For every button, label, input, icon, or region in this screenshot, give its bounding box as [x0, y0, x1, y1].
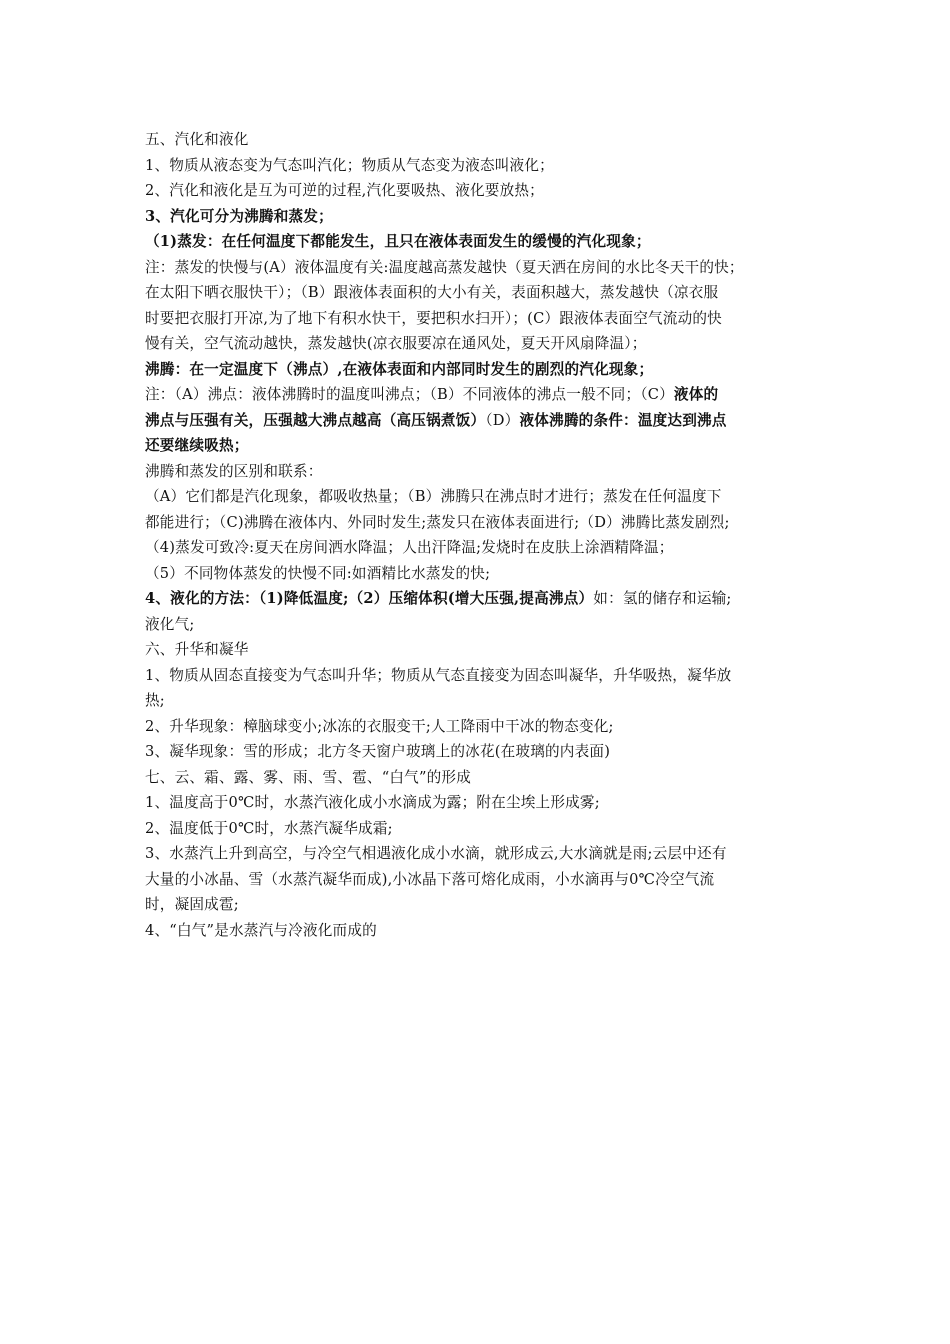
text-run: 2、升华现象：樟脑球变小;冰冻的衣服变干;人工降雨中干冰的物态变化;: [145, 717, 614, 735]
text-run: （1)蒸发：在任何温度下都能发生，且只在液体表面发生的缓慢的汽化现象；: [145, 233, 651, 250]
text-run: 2、温度低于0℃时，水蒸汽凝华成霜;: [145, 819, 393, 837]
text-run: 时要把衣服打开凉,为了地下有积水快干，要把积水扫开）；(C）跟液体表面空气流动的快: [145, 309, 722, 327]
text-run: 如：氢的储存和运输;: [593, 590, 732, 607]
text-run: （4)蒸发可致冷:夏天在房间洒水降温；人出汗降温;发烧时在皮肤上涂酒精降温；: [145, 539, 674, 556]
text-line: [145, 739, 825, 765]
text-line: [145, 153, 825, 179]
text-line: [145, 280, 825, 306]
text-run: 大量的小冰晶、雪（水蒸汽凝华而成),小冰晶下落可熔化成雨，小水滴再与0℃冷空气流: [145, 870, 715, 888]
text-line: [145, 382, 825, 408]
text-run: 沸点与压强有关，压强越大沸点越高（高压锅煮饭）: [145, 411, 486, 429]
text-line: [145, 535, 825, 561]
text-line: [145, 663, 825, 689]
text-line: [145, 510, 825, 536]
text-line: [145, 714, 825, 740]
text-line: [145, 127, 825, 153]
text-run: 2、汽化和液化是互为可逆的过程,汽化要吸热、液化要放热；: [145, 182, 544, 199]
text-run: 六、升华和凝华: [145, 641, 249, 658]
text-line: [145, 357, 825, 383]
text-line: [145, 816, 825, 842]
text-run: 注：蒸发的快慢与(A）液体温度有关:温度越高蒸发越快（夏天洒在房间的水比冬天干的快；: [145, 258, 744, 276]
text-line: [145, 204, 825, 230]
text-line: [145, 561, 825, 587]
text-run: 时，凝固成雹;: [145, 896, 239, 913]
text-run: 注：（A）沸点：液体沸腾时的温度叫沸点；（B）不同液体的沸点一般不同；（C）: [145, 386, 674, 403]
text-run: 液体的: [673, 386, 719, 403]
text-line: [145, 841, 825, 867]
text-line: [145, 459, 825, 485]
text-run: （A）它们都是汽化现象，都吸收热量；（B）沸腾只在沸点时才进行；蒸发在任何温度下: [145, 488, 722, 505]
text-line: [145, 637, 825, 663]
text-run: （5）不同物体蒸发的快慢不同:如酒精比水蒸发的快;: [145, 564, 491, 582]
text-run: 1、温度高于0℃时，水蒸汽液化成小水滴成为露；附在尘埃上形成雾;: [145, 794, 600, 811]
text-run: 热;: [145, 692, 165, 709]
text-line: [145, 178, 825, 204]
text-run: 七、云、霜、露、雾、雨、雪、雹、“白气”的形成: [145, 768, 471, 786]
text-line: [145, 255, 825, 281]
text-run: 4、“白气”是水蒸汽与冷液化而成的: [145, 921, 377, 939]
text-run: 1、物质从固态直接变为气态叫升华；物质从气态直接变为固态叫凝华，升华吸热，凝华放: [145, 666, 732, 684]
text-line: [145, 918, 825, 944]
document-body: [145, 127, 825, 943]
text-line: [145, 433, 825, 459]
text-run: 沸腾：在一定温度下（沸点）,在液体表面和内部同时发生的剧烈的汽化现象；: [145, 360, 654, 378]
text-line: [145, 586, 825, 612]
text-line: [145, 790, 825, 816]
text-line: [145, 688, 825, 714]
text-run: 3、水蒸汽上升到高空，与冷空气相遇液化成小水滴，就形成云,大水滴就是雨;云层中还有: [145, 845, 727, 862]
text-run: 1、物质从液态变为气态叫汽化；物质从气态变为液态叫液化；: [145, 156, 554, 174]
text-line: [145, 765, 825, 791]
text-line: [145, 867, 825, 893]
text-line: [145, 229, 825, 255]
text-run: 3、凝华现象：雪的形成；北方冬天窗户玻璃上的冰花(在玻璃的内表面): [145, 743, 611, 760]
text-line: [145, 484, 825, 510]
text-run: 3、汽化可分为沸腾和蒸发；: [145, 207, 333, 225]
text-run: 在太阳下晒衣服快干）；（B）跟液体表面积的大小有关，表面积越大，蒸发越快（凉衣服: [145, 284, 719, 301]
text-run: 液体沸腾的条件：温度达到沸点: [519, 411, 727, 429]
text-run: 五、汽化和液化: [145, 131, 249, 148]
text-line: [145, 612, 825, 638]
text-line: [145, 408, 825, 434]
text-run: 还要继续吸热；: [145, 437, 249, 454]
text-run: 都能进行；（C)沸腾在液体内、外同时发生;蒸发只在液体表面进行;（D）沸腾比蒸发剧烈;: [145, 513, 730, 531]
text-run: （D）: [485, 411, 520, 429]
text-line: [145, 892, 825, 918]
text-run: 慢有关，空气流动越快，蒸发越快(凉衣服要凉在通风处，夏天开风扇降温）；: [145, 335, 647, 352]
text-run: 液化气;: [145, 615, 195, 633]
text-run: 4、液化的方法：（1)降低温度;（2）压缩体积(增大压强,提高沸点）: [145, 590, 594, 607]
text-line: [145, 306, 825, 332]
text-line: [145, 331, 825, 357]
text-run: 沸腾和蒸发的区别和联系：: [145, 462, 323, 480]
